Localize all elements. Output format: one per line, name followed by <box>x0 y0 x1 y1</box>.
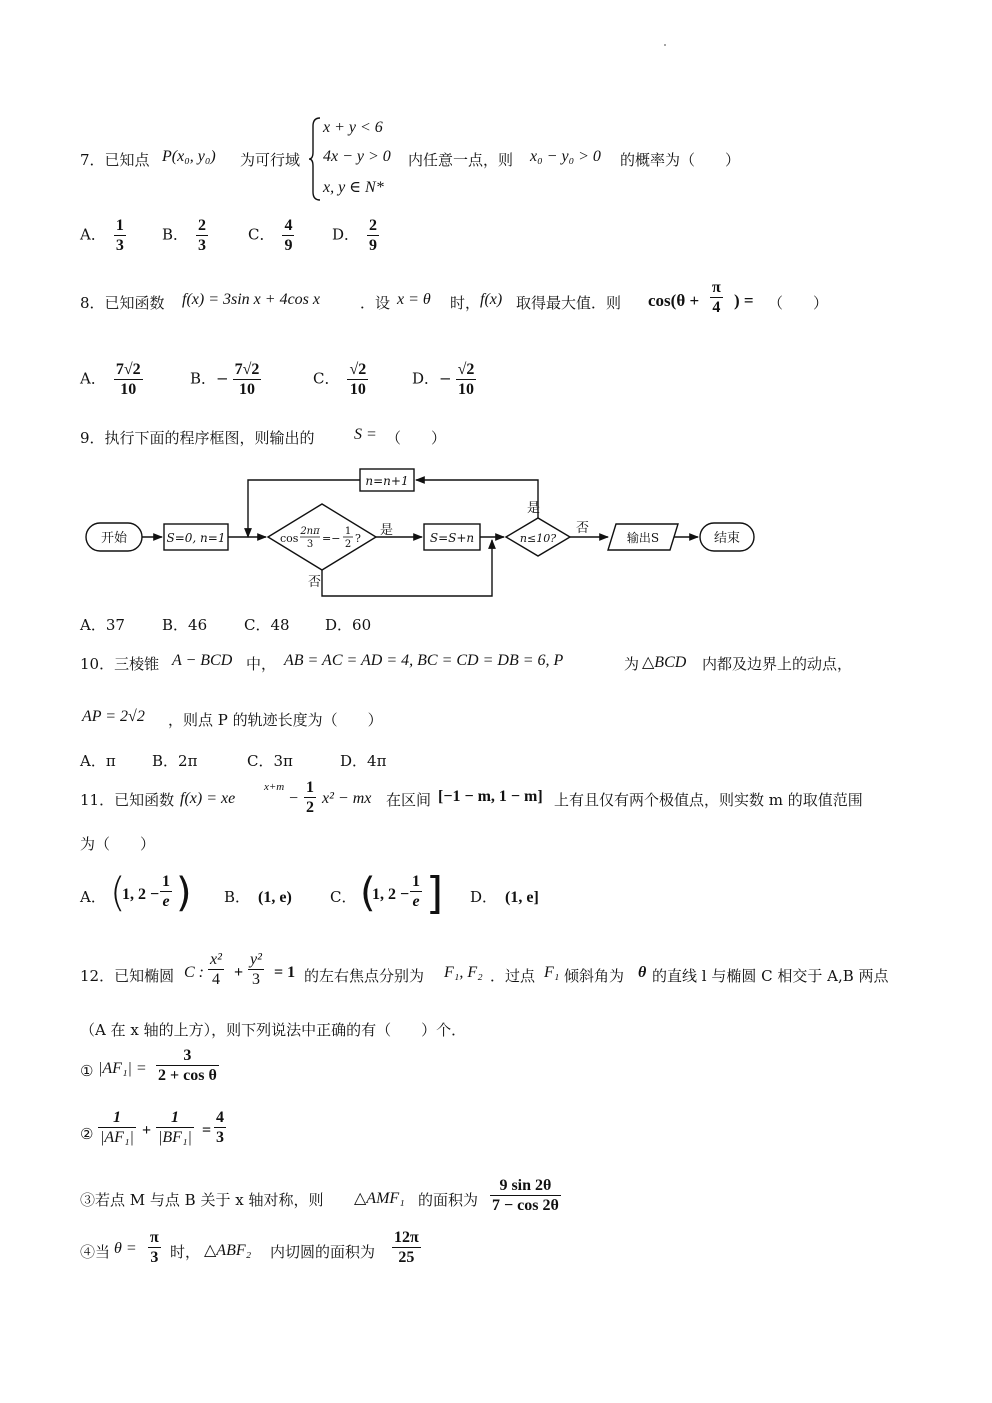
flow-cond1-num: 2nπ <box>300 526 320 537</box>
q12-line2: （A 在 x 轴的上方），则下列说法中正确的有（ ）个． <box>80 1021 467 1039</box>
q8-fx: f(x) <box>480 291 503 308</box>
frac-num: 1 <box>98 1108 136 1128</box>
flow-end-label: 结束 <box>713 531 741 546</box>
s3-text: ③若点 M 与点 B 关于 x 轴对称，则 <box>80 1191 324 1209</box>
flow-init-label: S=0, n=1 <box>166 531 226 545</box>
q12-prefix: 12．已知椭圆 <box>80 967 175 985</box>
q8-option-d[interactable] <box>412 360 476 399</box>
q9-option-d[interactable]: D．60 <box>325 616 372 634</box>
option-label: C． <box>313 369 340 388</box>
flow-start-label: 开始 <box>100 531 128 546</box>
s2-frac-2 <box>156 1108 194 1147</box>
flow-step-label: S=S+n <box>429 531 475 545</box>
q12-mid3: 倾斜角为 <box>564 967 625 985</box>
frac-den: |AF₁| <box>100 1129 134 1146</box>
s4-pi-over-3 <box>148 1228 161 1267</box>
option-label: B． <box>224 888 251 906</box>
s3-text2: 的面积为 <box>418 1191 479 1209</box>
frac-den: 25 <box>398 1249 415 1266</box>
opt-a-pre: 1, 2 − <box>122 886 160 903</box>
q12-foci: F₁, F₂ <box>444 964 483 981</box>
s4-text3: 内切圆的面积为 <box>270 1243 376 1261</box>
frac-num: 1 <box>412 873 420 890</box>
frac-den: 10 <box>349 381 366 398</box>
frac-den: 4 <box>712 299 721 316</box>
frac-num: 7√2 <box>115 361 141 378</box>
q7-option-c[interactable] <box>248 216 294 255</box>
frac-den: e <box>412 893 420 910</box>
frac-num: π <box>712 279 721 296</box>
q8-mid3: 取得最大值．则 <box>516 294 622 312</box>
option-label: B．− <box>190 369 229 388</box>
q7-option-b[interactable] <box>162 216 208 255</box>
frac-num: √2 <box>349 361 367 378</box>
q11-interval: [−1 − m, 1 − m] <box>438 788 543 805</box>
q11-mid: 在区间 <box>386 791 432 809</box>
q7-brace-icon <box>308 116 322 202</box>
q11-func: f(x) = xe <box>180 790 236 807</box>
q11-line2: 为（ ） <box>80 835 156 853</box>
frac-den: |BF₁| <box>158 1129 192 1146</box>
q12-ellipse-c: C : <box>184 964 204 981</box>
option-label: A． <box>80 888 106 906</box>
q12-mid2: ．过点 <box>490 967 536 985</box>
paren-open-icon: ( <box>360 870 376 916</box>
q9-option-a[interactable]: A．37 <box>80 616 125 634</box>
frac-den: 7 − cos 2θ <box>492 1197 559 1214</box>
q11-option-d[interactable] <box>470 886 539 907</box>
q10-tetra: A − BCD <box>172 652 233 669</box>
q7-constraint-2: 4x − y > 0 <box>323 148 391 165</box>
paren-open-icon: ( <box>110 870 126 916</box>
frac-num: √2 <box>457 361 475 378</box>
q11-option-b[interactable] <box>224 886 292 907</box>
q8-prefix: 8．已知函数 <box>80 294 165 312</box>
opt-d-text: (1, e] <box>505 889 539 906</box>
q8-func: f(x) = 3sin x + 4cos x <box>182 291 320 308</box>
q10-suffix: 内都及边界上的动点， <box>702 655 853 673</box>
q7-mid: 为可行域 <box>240 151 301 169</box>
opt-b-text: (1, e) <box>258 889 292 906</box>
paren-close-icon: ) <box>176 870 192 916</box>
flow-no1-label: 否 <box>308 575 322 590</box>
frac-den: 9 <box>284 237 293 254</box>
q8-suffix: （ ） <box>768 294 829 312</box>
q8-cond: x = θ <box>397 291 431 308</box>
flowchart <box>80 462 770 602</box>
s2-label: ② <box>80 1125 94 1143</box>
opt-c-pre: 1, 2 − <box>372 886 410 903</box>
q9-stem: 9．执行下面的程序框图，则输出的 <box>80 429 315 447</box>
q11-prefix: 11．已知函数 <box>80 791 175 809</box>
option-label: C． <box>330 888 357 906</box>
flow-yes1-label: 是 <box>380 523 394 538</box>
s4-frac <box>392 1228 421 1267</box>
q10-line2-text: ，则点 P 的轨迹长度为（ ） <box>168 711 383 729</box>
q12-mid: 的左右焦点分别为 <box>304 967 425 985</box>
s3-tri: △AMF₁ <box>354 1190 405 1207</box>
s2-frac-rhs <box>214 1108 226 1147</box>
flow-half-den: 2 <box>344 539 352 550</box>
frac-num: 4 <box>216 1109 224 1126</box>
s4-text: ④当 <box>80 1243 111 1261</box>
frac-num: 1 <box>306 779 314 796</box>
q12-x2-over-4 <box>208 950 224 989</box>
q7-constraint-1: x + y < 6 <box>323 119 383 136</box>
frac-den: 3 <box>198 237 207 254</box>
q8-option-b[interactable] <box>190 360 261 399</box>
q11-minus: − <box>288 790 299 807</box>
q11-rest: x² − mx <box>322 790 372 807</box>
s4-text2: 时， <box>170 1243 201 1261</box>
q11-exp: x+m <box>264 781 285 793</box>
option-label: C． <box>248 225 275 244</box>
q10-cond: AB = AC = AD = 4, BC = CD = DB = 6, P <box>284 652 564 669</box>
q8-close: ) = <box>734 291 754 310</box>
q7-suffix: 的概率为（ ） <box>620 151 741 169</box>
q12-f1: F₁ <box>544 964 560 981</box>
q10-mid: 中， <box>246 655 277 673</box>
s2-plus: + <box>142 1122 152 1139</box>
frac-den: 10 <box>120 381 137 398</box>
flow-incr-label: n=n+1 <box>365 474 409 488</box>
s3-frac <box>490 1176 561 1215</box>
frac-num: 7√2 <box>234 361 260 378</box>
frac-num: 3 <box>156 1046 219 1066</box>
q8-cos: cos(θ + <box>648 291 700 310</box>
option-label: A． <box>80 369 106 388</box>
frac-num: x² <box>210 951 222 968</box>
q10-tri: △BCD <box>642 654 687 671</box>
flow-cond1-den: 3 <box>306 539 314 550</box>
s1-lhs: |AF₁| = <box>98 1060 147 1077</box>
q7-constraint-3: x, y ∈ N* <box>323 179 384 196</box>
q7-point: P(x₀, y₀) <box>162 148 216 165</box>
flow-cos-label: cos <box>280 532 299 545</box>
q12-y2-over-3 <box>248 950 264 989</box>
s4-theta: θ = <box>114 1240 137 1257</box>
frac-den: 10 <box>458 381 474 398</box>
frac-den: 4 <box>211 971 220 988</box>
q10-option-c[interactable]: C．3π <box>247 752 293 770</box>
q8-mid: ．设 <box>360 294 391 312</box>
option-label: D． <box>470 888 498 906</box>
frac-den: 9 <box>369 237 378 254</box>
frac-num: 1 <box>162 873 170 890</box>
frac-num: π <box>150 1229 159 1246</box>
flow-yes2-label: 是 <box>527 501 541 516</box>
s2-frac-1 <box>98 1108 136 1147</box>
frac-num: y² <box>250 951 262 968</box>
q10-line2-math: AP = 2√2 <box>82 708 145 725</box>
q12-suffix: 的直线 l 与椭圆 C 相交于 A,B 两点 <box>652 967 889 985</box>
frac-den: 2 <box>306 799 314 816</box>
q7-option-a[interactable] <box>80 216 126 255</box>
flow-output-label: 输出S <box>626 531 660 545</box>
q9-option-c[interactable]: C．48 <box>244 616 290 634</box>
frac-num: 4 <box>284 217 293 234</box>
q8-option-c[interactable] <box>313 360 368 399</box>
frac-den: 3 <box>150 1249 159 1266</box>
frac-num: 12π <box>394 1229 419 1246</box>
q10-mid2: 为 <box>624 655 640 673</box>
s4-tri: △ABF₂ <box>204 1242 252 1259</box>
scan-dot <box>664 44 666 46</box>
q12-theta: θ <box>638 964 647 981</box>
option-label: D． <box>332 225 360 244</box>
option-label: D．− <box>412 369 452 388</box>
frac-num: 1 <box>115 217 124 234</box>
frac-num: 9 sin 2θ <box>490 1176 561 1196</box>
frac-den: 10 <box>238 381 255 398</box>
option-label: A． <box>80 225 106 244</box>
s2-eq: = <box>202 1122 212 1139</box>
q9-option-b[interactable]: B．46 <box>162 616 208 634</box>
frac-num: 2 <box>198 217 207 234</box>
q10-option-b[interactable]: B．2π <box>152 752 198 770</box>
q12-eq1: = 1 <box>274 964 296 981</box>
q8-pi-over-4 <box>710 278 723 317</box>
q12-plus: + <box>234 964 244 981</box>
q11-suffix: 上有且仅有两个极值点，则实数 m 的取值范围 <box>554 791 863 809</box>
q7-condition: x₀ − y₀ > 0 <box>530 148 601 165</box>
flow-cond1-q: ? <box>355 532 361 545</box>
q9-suffix: （ ） <box>386 429 447 447</box>
frac-num: 2 <box>369 217 378 234</box>
q10-option-a[interactable]: A．π <box>80 752 116 770</box>
q9-var: S = <box>354 426 377 443</box>
flow-half-num: 1 <box>344 526 352 537</box>
flow-cond1-rhs: =− <box>322 532 341 545</box>
s1-label: ① <box>80 1062 94 1080</box>
q7-prefix: 7．已知点 <box>80 151 150 169</box>
frac-den: 3 <box>115 237 124 254</box>
frac-den: 2 + cos θ <box>158 1067 217 1084</box>
bracket-close-icon: ] <box>426 868 444 919</box>
q7-mid2: 内任意一点，则 <box>408 151 514 169</box>
q10-option-d[interactable]: D．4π <box>340 752 387 770</box>
q10-prefix: 10．三棱锥 <box>80 655 160 673</box>
s1-frac <box>156 1046 219 1085</box>
frac-den: e <box>162 893 170 910</box>
frac-den: 3 <box>251 971 260 988</box>
frac-den: 3 <box>216 1129 224 1146</box>
flow-no2-label: 否 <box>576 521 590 536</box>
q11-half <box>304 778 316 817</box>
option-label: B． <box>162 225 189 244</box>
frac-num: 1 <box>156 1108 194 1128</box>
q7-option-d[interactable] <box>332 216 379 255</box>
q8-option-a[interactable] <box>80 360 143 399</box>
flow-cond2-label: n≤10? <box>519 532 557 545</box>
q8-mid2: 时， <box>450 294 481 312</box>
